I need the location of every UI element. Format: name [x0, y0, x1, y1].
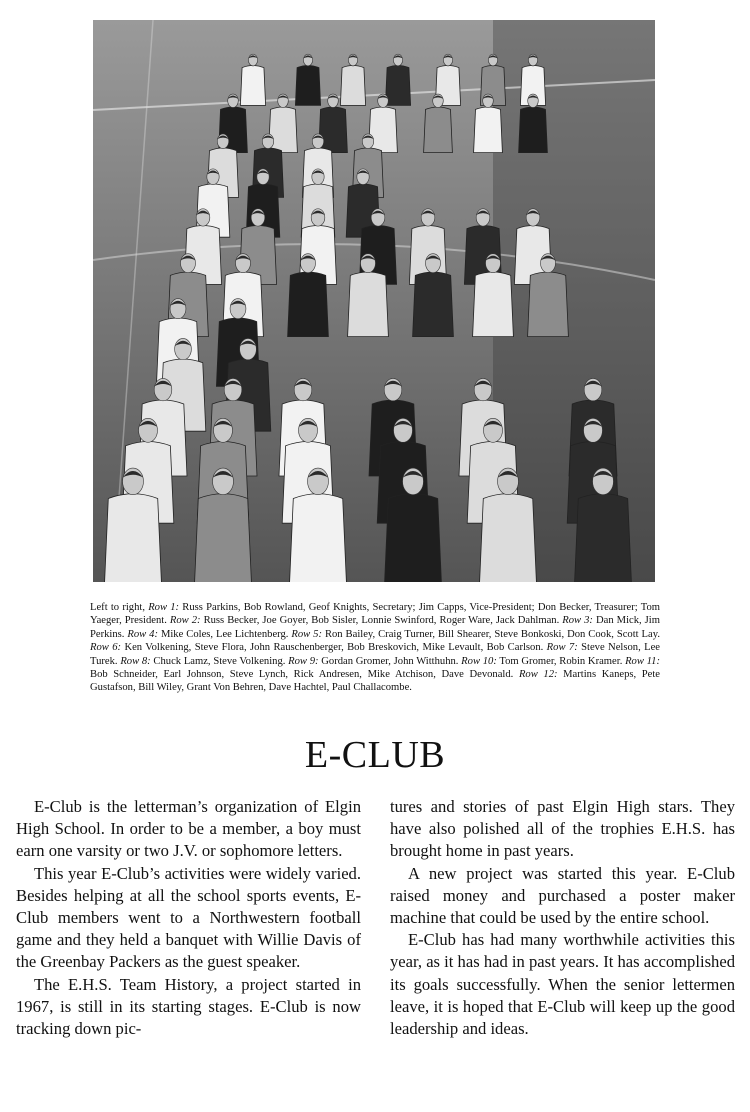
body-column-left	[16, 796, 361, 1040]
caption-row-label: Row 10:	[461, 655, 497, 667]
person-figure	[348, 272, 389, 337]
person-figure	[269, 107, 298, 153]
caption-row-label: Row 11:	[625, 655, 660, 667]
photo-caption	[90, 601, 660, 695]
page-title: E-CLUB	[304, 734, 446, 776]
person-figure	[195, 494, 252, 582]
person-figure	[369, 107, 398, 153]
paragraph: E-Club has had many worthwhile activities this year, as it has had in past years. It has accomplished its goals successfully. When the senior lettermen leave, it is hoped that E-Club will keep up the good leadership and ideas.	[390, 930, 735, 1039]
caption-row-label: Row 8:	[120, 655, 151, 667]
person-figure	[295, 66, 320, 106]
caption-row-names: Tom Gromer, Robin Kramer.	[496, 655, 626, 667]
caption-intro: Left to right,	[90, 602, 149, 613]
person-figure	[288, 272, 329, 337]
person-figure	[319, 107, 348, 153]
person-figure	[480, 494, 537, 582]
caption-row-names: Ken Volkening, Steve Flora, John Rauschenberger, Bob Breskovich, Mike Levault, Bob Carlson.	[121, 642, 547, 654]
person-figure	[424, 107, 453, 153]
paragraph-continued: tures and stories of past Elgin High stars. They have also polished all of the trophies E.H.S. has brought home in past years.	[390, 797, 735, 861]
caption-row-label: Row 12:	[518, 669, 558, 681]
paragraph: The E.H.S. Team History, a project started in 1967, is still in its starting stages. E-Club is now tracking down pic-	[16, 974, 361, 1039]
person-figure	[290, 494, 347, 582]
person-figure	[473, 272, 514, 337]
caption-row-names: Russ Parkins, Bob Rowland, Geof Knights, Secretary; Jim Capps, Vice-President; Don Becker, Treasurer; Tom Yaeger, President.	[90, 602, 660, 627]
caption-row-label: Row 3:	[562, 615, 593, 627]
caption-row-names: Steve Nelson, Lee Turek.	[90, 642, 660, 667]
caption-row-label: Row 4:	[127, 628, 158, 640]
caption-row-label: Row 2:	[169, 615, 201, 627]
caption-row-label: Row 1:	[148, 602, 180, 613]
person-figure	[474, 107, 503, 153]
caption-row-label: Row 5:	[291, 628, 322, 640]
person-figure	[575, 494, 632, 582]
group-photo	[93, 20, 655, 582]
person-figure	[105, 494, 162, 582]
group-photo-icon	[93, 20, 655, 582]
paragraph: This year E-Club’s activities were widely varied. Besides helping at all the school sports events, E-Club members went to a Northwestern football game and they held a banquet with Willie Davis of the Greenbay Packers as the guest speaker.	[16, 863, 361, 972]
paragraph: E-Club is the letterman’s organization of Elgin High School. In order to be a member, a boy must earn one varsity or two J.V. or sophomore letters.	[16, 797, 361, 861]
caption-row-names: Dan Mick, Jim Perkins.	[90, 615, 660, 640]
caption-row-names: Russ Becker, Joe Goyer, Bob Sisler, Lonnie Swinford, Roger Ware, Jack Dahlman.	[200, 615, 563, 627]
caption-row-label: Row 6:	[90, 642, 122, 654]
caption-row-label: Row 7:	[546, 642, 578, 654]
paragraph: A new project was started this year. E-Club raised money and purchased a poster maker machine that could be used by the entire school.	[390, 863, 735, 928]
caption-row-names: Martins Kaneps, Pete Gustafson, Bill Wiley, Grant Von Behren, Dave Hachtel, Paul Challacombe.	[90, 669, 660, 694]
person-figure	[528, 272, 569, 337]
person-figure	[385, 494, 442, 582]
caption-row-names: Mike Coles, Lee Lichtenberg.	[158, 628, 292, 640]
person-figure	[519, 107, 548, 153]
caption-row-names: Bob Schneider, Earl Johnson, Steve Lynch, Rick Andresen, Mike Atchison, Dave Devonald.	[90, 669, 519, 681]
caption-row-names: Gordan Gromer, John Witthuhn.	[318, 655, 462, 667]
caption-row-names: Ron Bailey, Craig Turner, Bill Shearer, Steve Bonkoski, Don Cook, Scott Lay.	[322, 628, 660, 640]
caption-row-names: Chuck Lamz, Steve Volkening.	[150, 655, 289, 667]
person-figure	[340, 66, 365, 106]
body-column-right	[390, 796, 735, 1040]
caption-row-label: Row 9:	[288, 655, 319, 667]
person-figure	[240, 66, 265, 106]
person-figure	[413, 272, 454, 337]
person-figure	[385, 66, 410, 106]
